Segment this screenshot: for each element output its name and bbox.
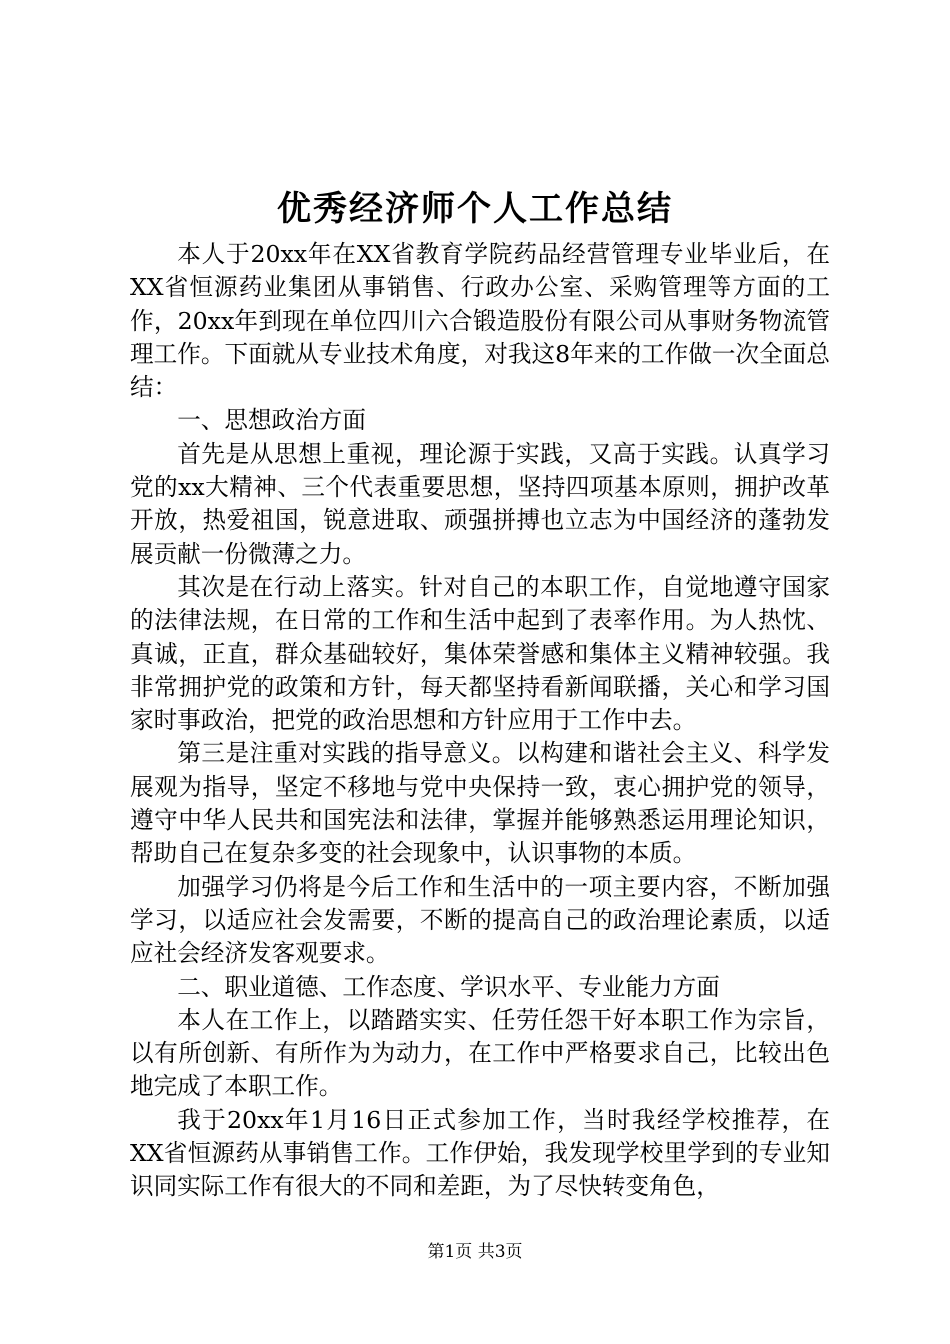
page-number: 第1页 共3页 [427, 1242, 523, 1262]
paragraph-action: 其次是在行动上落实。针对自己的本职工作，自觉地遵守国家的法律法规，在日常的工作和生活中起到了表率作用。为人热忱、真诚，正直，群众基础较好，集体荣誉感和集体主义精神较强。我非常拥护党的政策和方针，每天都坚持看新闻联播，关心和学习国家时事政治，把党的政治思想和方针应用于工作中去。 [130, 572, 830, 735]
paragraph-study: 加强学习仍将是今后工作和生活中的一项主要内容，不断加强学习，以适应社会发需要，不断的提高自己的政治理论素质，以适应社会经济发客观要求。 [130, 872, 830, 968]
paragraph-intro: 本人于20xx年在XX省教育学院药品经营管理专业毕业后，在XX省恒源药业集团从事销售、行政办公室、采购管理等方面的工作，20xx年到现在单位四川六合锻造股份有限公司从事财务物流管理工作。下面就从专业技术角度，对我这8年来的工作做一次全面总结： [130, 240, 830, 402]
document-body [130, 238, 830, 1204]
document-title: 优秀经济师个人工作总结 [277, 189, 673, 229]
section-heading-political: 一、思想政治方面 [177, 406, 366, 435]
paragraph-practice: 第三是注重对实践的指导意义。以构建和谐社会主义、科学发展观为指导，坚定不移地与党中央保持一致，衷心拥护党的领导，遵守中华人民共和国宪法和法律，掌握并能够熟悉运用理论知识，帮助自己在复杂多变的社会现象中，认识事物的本质。 [130, 739, 830, 868]
paragraph-career-start: 我于20xx年1月16日正式参加工作，当时我经学校推荐，在XX省恒源药从事销售工作。工作伊始，我发现学校里学到的专业知识同实际工作有很大的不同和差距，为了尽快转变角色， [130, 1105, 830, 1201]
section-heading-ethics: 二、职业道德、工作态度、学识水平、专业能力方面 [177, 972, 720, 1001]
paragraph-work-attitude: 本人在工作上，以踏踏实实、任劳任怨干好本职工作为宗旨，以有所创新、有所作为为动力，在工作中严格要求自己，比较出色地完成了本职工作。 [130, 1005, 830, 1101]
paragraph-thought: 首先是从思想上重视，理论源于实践，又高于实践。认真学习党的xx大精神、三个代表重要思想，坚持四项基本原则，拥护改革开放，热爱祖国，锐意进取、顽强拼搏也立志为中国经济的蓬勃发展贡献一份微薄之力。 [130, 439, 830, 568]
